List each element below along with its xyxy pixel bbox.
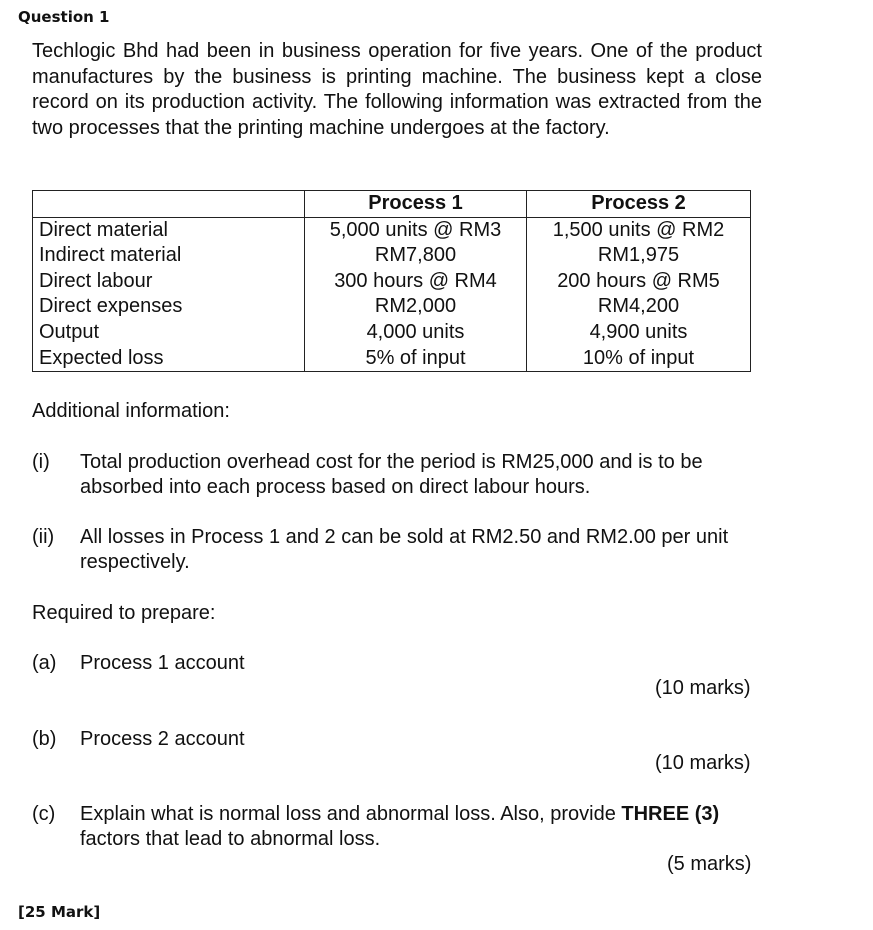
table-body	[33, 217, 751, 372]
additional-item-text: Total production overhead cost for the period is RM25,000 and is to be absorbed into each process based on direct labour hours.	[80, 451, 703, 498]
item-number: (c)	[32, 803, 56, 825]
row-label: Direct expenses	[39, 295, 183, 318]
process-2-value: 1,500 units @ RM2	[552, 218, 725, 241]
required-heading: Required to prepare:	[32, 602, 216, 624]
process-data-table	[32, 190, 751, 372]
intro-paragraph: Techlogic Bhd had been in business operation for five years. One of the product manufactures by the business is printing machine. The business kept a close record on its production activity. The following information was extracted from the two processes that the printing machine undergoes at the factory.	[32, 40, 762, 139]
process-1-value: RM2,000	[374, 295, 457, 318]
emphasis-three: THREE (3)	[621, 803, 720, 825]
required-item-text: Process 1 account	[80, 652, 245, 674]
item-number: (a)	[32, 652, 57, 674]
additional-item-text: All losses in Process 1 and 2 can be sold at RM2.50 and RM2.00 per unit respectively.	[80, 526, 729, 573]
row-label: Expected loss	[39, 346, 164, 369]
process-2-values-cell	[527, 217, 751, 372]
table-header-row	[33, 191, 751, 218]
process-2-value: 4,900 units	[589, 320, 688, 343]
header-process-2: Process 2	[527, 191, 751, 218]
process-1-value: 4,000 units	[366, 320, 465, 343]
marks-label: (10 marks)	[655, 677, 751, 699]
row-label: Indirect material	[39, 244, 182, 267]
item-number: (b)	[32, 728, 57, 750]
additional-info-heading: Additional information:	[32, 400, 230, 422]
question-title: Question 1	[18, 8, 110, 26]
row-label: Output	[39, 320, 100, 343]
process-1-value: RM7,800	[374, 244, 457, 267]
row-label: Direct labour	[39, 269, 153, 292]
marks-label: (5 marks)	[667, 853, 752, 875]
required-item-text: Process 2 account	[80, 728, 245, 750]
item-number: (i)	[32, 451, 50, 473]
marks-label: (10 marks)	[655, 752, 751, 774]
process-1-value: 300 hours @ RM4	[334, 269, 497, 292]
total-marks: [25 Mark]	[18, 903, 101, 921]
process-2-value: RM1,975	[597, 244, 680, 267]
item-number: (ii)	[32, 526, 55, 548]
process-2-value: 10% of input	[582, 346, 695, 369]
row-labels-cell	[33, 217, 305, 372]
process-1-value: 5,000 units @ RM3	[329, 218, 502, 241]
process-1-value: 5% of input	[365, 346, 466, 369]
required-item-text: Explain what is normal loss and abnormal loss. Also, provide THREE (3) factors that lead to abnormal loss.	[80, 803, 720, 850]
process-2-value: RM4,200	[597, 295, 680, 318]
process-2-value: 200 hours @ RM5	[557, 269, 720, 292]
row-label: Direct material	[39, 218, 168, 241]
header-process-1: Process 1	[305, 191, 527, 218]
process-1-values-cell	[305, 217, 527, 372]
header-empty-cell	[33, 191, 305, 218]
